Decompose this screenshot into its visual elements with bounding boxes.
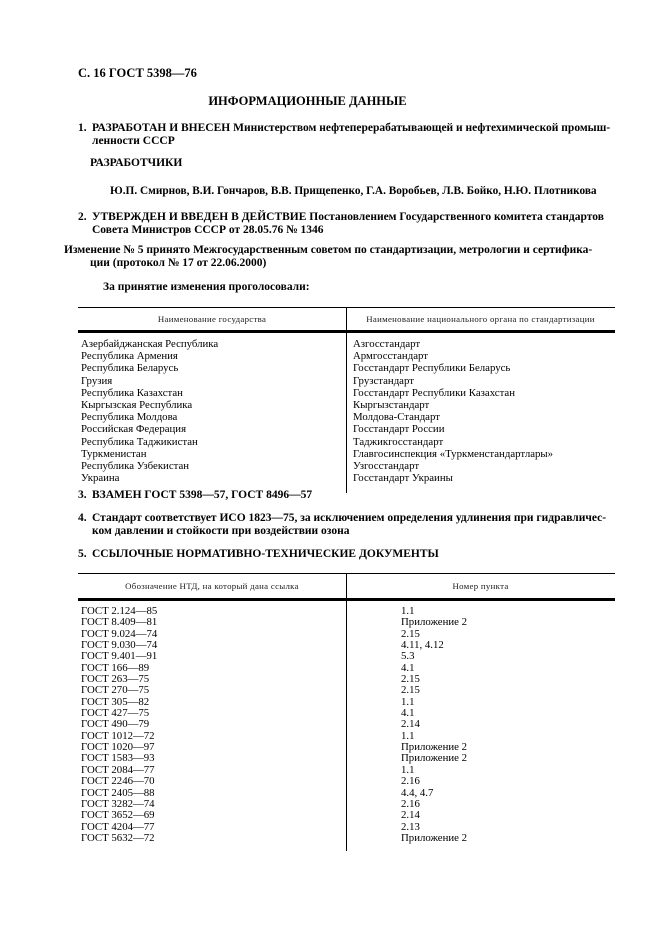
developers-heading: РАЗРАБОТЧИКИ bbox=[90, 157, 183, 169]
table-cell-right: 2.13 bbox=[401, 821, 420, 833]
table-cell-left: ГОСТ 305—82 bbox=[81, 696, 150, 708]
table-cell-right: Главгосинспекция «Туркменстандартлары» bbox=[353, 447, 554, 460]
table-cell-left: ГОСТ 4204—77 bbox=[81, 821, 155, 833]
table-cell-left: Республика Армения bbox=[81, 350, 178, 363]
table-row bbox=[78, 472, 615, 484]
table-cell-right: Госстандарт Республики Беларусь bbox=[353, 362, 511, 375]
document-title: ИНФОРМАЦИОННЫЕ ДАННЫЕ bbox=[208, 94, 407, 108]
table-cell-left: ГОСТ 3652—69 bbox=[81, 810, 155, 822]
section-replaces bbox=[78, 489, 622, 502]
table-row bbox=[78, 810, 615, 821]
table-row bbox=[78, 674, 615, 685]
table-row bbox=[78, 362, 615, 374]
section-text-line: Совета Министров СССР от 28.05.76 № 1346 bbox=[92, 224, 324, 236]
section-text-line: РАЗРАБОТАН И ВНЕСЕН Министерством нефтеперерабатывающей и нефтехимической промыш- bbox=[92, 122, 611, 134]
section-text-line: ВЗАМЕН ГОСТ 5398—57, ГОСТ 8496—57 bbox=[92, 489, 313, 501]
column-header-ntd: Обозначение НТД, на который дана ссылка bbox=[125, 581, 299, 591]
section-text-line: Стандарт соответствует ИСО 1823—75, за исключением определения удлинения при гидравличес- bbox=[92, 512, 607, 524]
table-cell-right: Приложение 2 bbox=[401, 617, 468, 629]
table-cell-right: 2.15 bbox=[401, 674, 420, 686]
table-cell-right: 5.3 bbox=[401, 651, 415, 663]
amendment-text-line: ции (протокол № 17 от 22.06.2000) bbox=[90, 257, 267, 269]
table-cell-right: Армгосстандарт bbox=[353, 350, 428, 363]
references-table-header bbox=[78, 574, 615, 601]
table-cell-left: ГОСТ 490—79 bbox=[81, 719, 150, 731]
table-cell-left: ГОСТ 166—89 bbox=[81, 662, 150, 674]
column-header-clause: Номер пункта bbox=[452, 581, 509, 591]
table-row bbox=[78, 788, 615, 799]
table-cell-left: Грузия bbox=[81, 374, 113, 387]
table-row bbox=[78, 731, 615, 742]
table-cell-left: ГОСТ 2246—70 bbox=[81, 776, 155, 788]
table-row bbox=[78, 629, 615, 640]
section-number: 4. bbox=[78, 512, 87, 524]
table-cell-left: Туркменистан bbox=[81, 447, 147, 460]
references-table-body bbox=[78, 601, 615, 851]
table-cell-right: Госстандарт Украины bbox=[353, 472, 453, 485]
table-row bbox=[78, 776, 615, 787]
table-cell-left: ГОСТ 9.024—74 bbox=[81, 628, 158, 640]
table-row bbox=[78, 697, 615, 708]
section-approved bbox=[78, 211, 622, 237]
table-cell-right: 1.1 bbox=[401, 696, 415, 708]
table-cell-right: 4.4, 4.7 bbox=[401, 787, 434, 799]
table-cell-left: Украина bbox=[81, 472, 120, 485]
table-cell-right: Приложение 2 bbox=[401, 832, 468, 844]
column-header-state: Наименование государства bbox=[157, 314, 267, 324]
section-text-line: ком давлении и стойкости при воздействии озона bbox=[92, 525, 350, 537]
table-row bbox=[78, 617, 615, 628]
table-cell-right: Кыргызстандарт bbox=[353, 399, 430, 412]
page-header: С. 16 ГОСТ 5398—76 bbox=[78, 66, 197, 80]
section-number: 5. bbox=[78, 548, 87, 560]
table-row bbox=[78, 387, 615, 399]
voting-table bbox=[78, 307, 615, 493]
table-row bbox=[78, 742, 615, 753]
table-row bbox=[78, 640, 615, 651]
table-cell-left: ГОСТ 2084—77 bbox=[81, 764, 155, 776]
voting-table-body bbox=[78, 333, 615, 493]
table-cell-right: Грузстандарт bbox=[353, 374, 414, 387]
section-number: 1. bbox=[78, 122, 87, 134]
table-cell-left: ГОСТ 3282—74 bbox=[81, 798, 155, 810]
table-row bbox=[78, 423, 615, 435]
table-row bbox=[78, 350, 615, 362]
developers-names: Ю.П. Смирнов, В.И. Гончаров, В.В. Прищепенко, Г.А. Воробьев, Л.В. Бойко, Н.Ю. Плотникова bbox=[110, 185, 597, 197]
section-developed bbox=[78, 122, 622, 148]
table-row bbox=[78, 651, 615, 662]
table-cell-left: ГОСТ 1012—72 bbox=[81, 730, 155, 742]
table-cell-right: 2.15 bbox=[401, 685, 420, 697]
table-cell-left: ГОСТ 8.409—81 bbox=[81, 617, 158, 629]
table-row bbox=[78, 460, 615, 472]
table-row bbox=[78, 765, 615, 776]
table-cell-left: Кыргызская Республика bbox=[81, 399, 193, 412]
table-cell-left: ГОСТ 1020—97 bbox=[81, 742, 155, 754]
amendment-text-line: Изменение № 5 принято Межгосударственным советом по стандартизации, метрологии и сертифика- bbox=[64, 244, 593, 256]
amendment-note bbox=[64, 244, 620, 270]
table-cell-left: ГОСТ 270—75 bbox=[81, 685, 150, 697]
table-cell-right: Приложение 2 bbox=[401, 753, 468, 765]
table-row bbox=[78, 708, 615, 719]
table-cell-right: 4.1 bbox=[401, 708, 415, 720]
table-row bbox=[78, 753, 615, 764]
table-cell-left: ГОСТ 1583—93 bbox=[81, 753, 155, 765]
table-cell-left: ГОСТ 9.401—91 bbox=[81, 651, 158, 663]
table-cell-right: 1.1 bbox=[401, 764, 415, 776]
section-number: 3. bbox=[78, 489, 87, 501]
table-row bbox=[78, 833, 615, 844]
table-cell-right: 2.16 bbox=[401, 776, 420, 788]
table-row bbox=[78, 606, 615, 617]
section-text-line: ленности СССР bbox=[92, 135, 175, 147]
table-cell-left: Республика Молдова bbox=[81, 411, 178, 424]
table-cell-left: Республика Беларусь bbox=[81, 362, 179, 375]
table-cell-left: ГОСТ 263—75 bbox=[81, 674, 150, 686]
vote-intro-text: За принятие изменения проголосовали: bbox=[103, 281, 310, 293]
table-cell-right: 1.1 bbox=[401, 606, 415, 617]
table-cell-left: ГОСТ 2.124—85 bbox=[81, 606, 158, 617]
table-cell-right: Узгосстандарт bbox=[353, 460, 420, 473]
table-row bbox=[78, 799, 615, 810]
table-cell-left: Азербайджанская Республика bbox=[81, 338, 219, 350]
section-text-line: ССЫЛОЧНЫЕ НОРМАТИВНО-ТЕХНИЧЕСКИЕ ДОКУМЕНТЫ bbox=[92, 548, 439, 560]
table-cell-right: Госстандарт России bbox=[353, 423, 445, 436]
table-cell-right: Госстандарт Республики Казахстан bbox=[353, 386, 515, 399]
table-cell-left: Республика Узбекистан bbox=[81, 460, 190, 473]
table-cell-left: ГОСТ 9.030—74 bbox=[81, 640, 158, 652]
section-iso-conformity bbox=[78, 512, 622, 538]
table-cell-left: Республика Казахстан bbox=[81, 386, 183, 399]
table-row bbox=[78, 685, 615, 696]
table-row bbox=[78, 822, 615, 833]
table-row bbox=[78, 719, 615, 730]
table-cell-right: Таджикгосстандарт bbox=[353, 435, 444, 448]
table-cell-left: ГОСТ 427—75 bbox=[81, 708, 150, 720]
table-row bbox=[78, 338, 615, 350]
table-row bbox=[78, 375, 615, 387]
table-cell-right: 2.14 bbox=[401, 719, 420, 731]
table-row bbox=[78, 436, 615, 448]
table-row bbox=[78, 399, 615, 411]
table-cell-right: Молдова-Стандарт bbox=[353, 411, 440, 424]
table-cell-left: Республика Таджикистан bbox=[81, 435, 198, 448]
table-row bbox=[78, 663, 615, 674]
section-references-heading bbox=[78, 548, 622, 561]
section-text-line: УТВЕРЖДЕН И ВВЕДЕН В ДЕЙСТВИЕ Постановлением Государственного комитета стандартов bbox=[92, 211, 604, 223]
column-header-body: Наименование национального органа по стандартизации bbox=[366, 314, 595, 324]
section-number: 2. bbox=[78, 211, 87, 223]
table-cell-left: ГОСТ 5632—72 bbox=[81, 832, 155, 844]
table-cell-right: Приложение 2 bbox=[401, 742, 468, 754]
references-table bbox=[78, 573, 615, 851]
table-cell-left: Российская Федерация bbox=[81, 423, 187, 436]
table-cell-right: 2.14 bbox=[401, 810, 420, 822]
table-cell-left: ГОСТ 2405—88 bbox=[81, 787, 155, 799]
table-cell-right: 4.1 bbox=[401, 662, 415, 674]
table-cell-right: 2.15 bbox=[401, 628, 420, 640]
table-cell-right: 2.16 bbox=[401, 798, 420, 810]
table-cell-right: Азгосстандарт bbox=[353, 338, 421, 350]
table-cell-right: 1.1 bbox=[401, 730, 415, 742]
table-cell-right: 4.11, 4.12 bbox=[401, 640, 444, 652]
table-row bbox=[78, 411, 615, 423]
voting-table-header bbox=[78, 308, 615, 333]
table-row bbox=[78, 448, 615, 460]
